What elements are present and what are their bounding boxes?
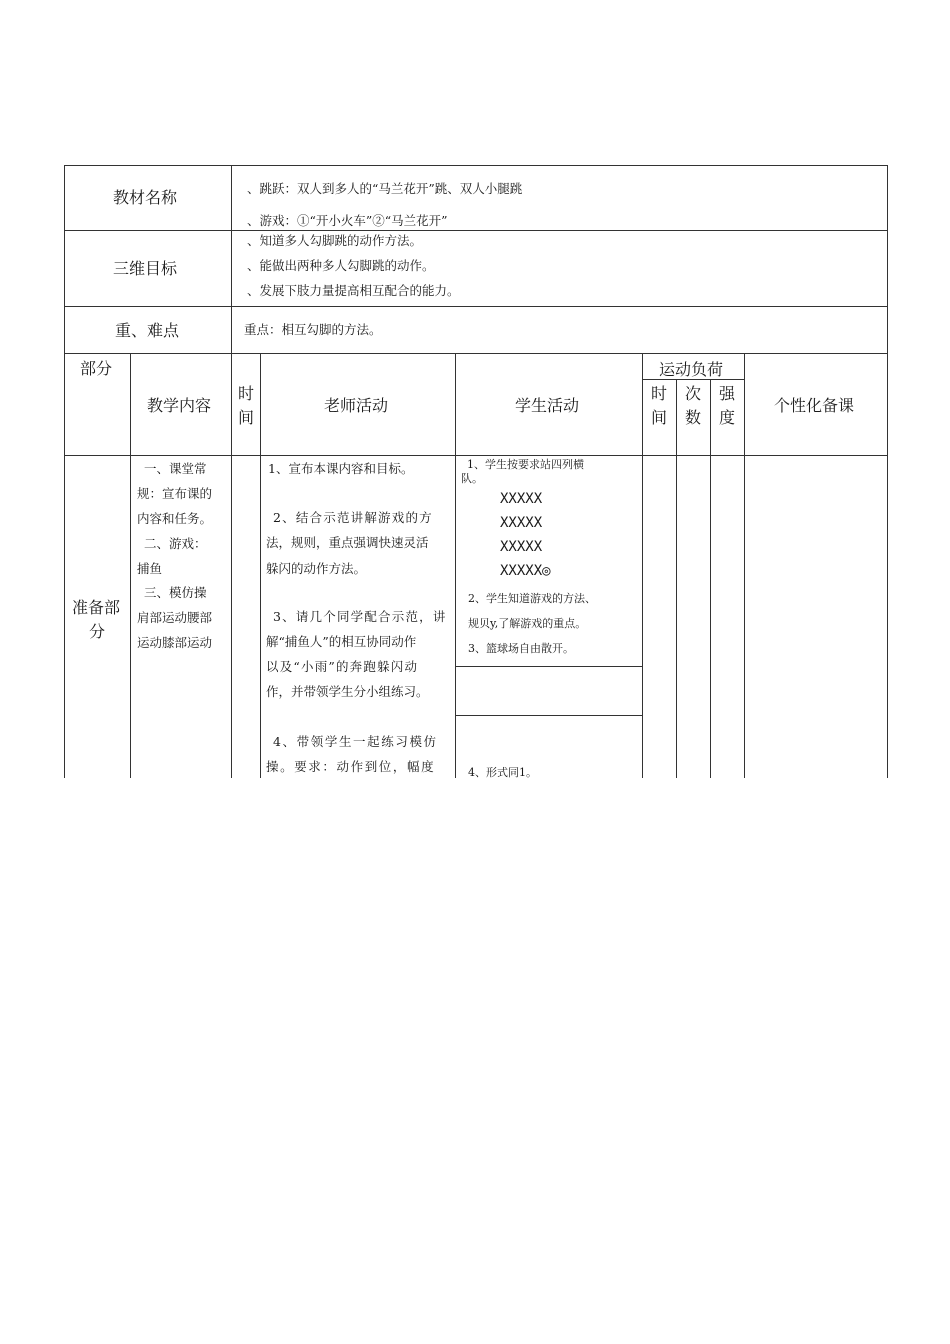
goal-label: 三维目标 <box>113 259 178 278</box>
header-content: 教学内容 <box>147 396 212 415</box>
content-line: 一、课堂常 <box>144 461 207 476</box>
label-divider <box>231 165 232 354</box>
col-divider <box>744 353 745 778</box>
teacher-line: 作，并带领学生分小组练习。 <box>266 684 429 699</box>
student-line: 3、篮球场自由散开。 <box>468 642 574 655</box>
header-personal: 个性化备课 <box>774 396 855 415</box>
student-cell-divider <box>455 666 642 667</box>
content-line: 运动膝部运动 <box>137 635 213 650</box>
row-divider <box>64 353 888 354</box>
teacher-line: 解“捕鱼人”的相互协同动作 <box>266 634 417 649</box>
content-line: 捕鱼 <box>137 561 163 576</box>
teacher-line: 1、宣布本课内容和目标。 <box>268 461 414 476</box>
col-divider <box>676 379 677 778</box>
col-divider <box>231 353 232 778</box>
col-divider <box>260 353 261 778</box>
student-line: 队。 <box>461 472 483 485</box>
student-line: 规贝y,了解游戏的重点。 <box>468 617 587 630</box>
header-teacher: 老师活动 <box>324 396 389 415</box>
col-divider <box>642 353 643 778</box>
teacher-line: 法，规则，重点强调快速灵活 <box>266 535 429 550</box>
content-line: 肩部运动腰部 <box>137 610 213 625</box>
header-time-1: 时 <box>238 384 255 403</box>
header-intensity-2: 度 <box>719 408 736 427</box>
table-border <box>64 165 888 166</box>
key-text: 重点：相互勾脚的方法。 <box>244 322 382 337</box>
formation-row: XXXXX◎ <box>500 563 551 579</box>
material-label: 教材名称 <box>113 188 178 207</box>
teacher-line: 2、结合示范讲解游戏的方 <box>273 510 433 525</box>
formation-row: XXXXX <box>500 491 543 507</box>
teacher-line: 3、请几个同学配合示范，讲 <box>273 609 447 624</box>
content-line: 内容和任务。 <box>137 511 213 526</box>
student-cell-divider <box>455 715 642 716</box>
row-divider <box>64 230 888 231</box>
content-line: 规：宣布课的 <box>137 486 213 501</box>
student-line: 4、形式同1。 <box>468 766 537 779</box>
section-part-2: 分 <box>89 622 106 641</box>
content-line: 二、游戏： <box>144 536 207 551</box>
key-label: 重、难点 <box>115 321 180 340</box>
material-line-2: 、游戏：①“开小火车”②“马兰花开” <box>247 213 448 228</box>
goal-line-2: 、能做出两种多人勾脚跳的动作。 <box>247 258 435 273</box>
content-line: 三、模仿操 <box>144 585 207 600</box>
formation-row: XXXXX <box>500 539 543 555</box>
student-line: 2、学生知道游戏的方法、 <box>468 592 596 605</box>
goal-line-3: 、发展下肢力量提高相互配合的能力。 <box>247 283 460 298</box>
header-intensity-1: 强 <box>719 384 736 403</box>
header-count-2: 数 <box>685 408 702 427</box>
material-line-1: 、跳跃：双人到多人的“马兰花开”跳、双人小腿跳 <box>247 181 523 196</box>
table-border <box>64 165 65 778</box>
header-load: 运动负荷 <box>659 360 724 379</box>
teacher-line: 操。要求：动作到位，幅度 <box>266 759 436 774</box>
student-line: 1、学生按要求站四列横 <box>467 458 584 471</box>
teacher-line: 4、带领学生一起练习模仿 <box>273 734 438 749</box>
table-border <box>887 165 888 778</box>
header-load-time-2: 间 <box>651 408 668 427</box>
teacher-line: 以及“小雨”的奔跑躲闪动 <box>266 659 419 674</box>
row-divider <box>64 306 888 307</box>
col-divider <box>710 379 711 778</box>
formation-row: XXXXX <box>500 515 543 531</box>
header-count-1: 次 <box>685 384 702 403</box>
goal-line-1: 、知道多人勾脚跳的动作方法。 <box>247 233 423 248</box>
col-divider <box>455 353 456 778</box>
row-divider <box>64 455 888 456</box>
header-load-time-1: 时 <box>651 384 668 403</box>
load-divider <box>642 379 744 380</box>
col-divider <box>130 353 131 778</box>
section-part-1: 准备部 <box>72 598 121 617</box>
header-part: 部分 <box>80 359 113 378</box>
header-student: 学生活动 <box>515 396 580 415</box>
header-time-2: 间 <box>238 408 255 427</box>
teacher-line: 躲闪的动作方法。 <box>266 561 367 576</box>
